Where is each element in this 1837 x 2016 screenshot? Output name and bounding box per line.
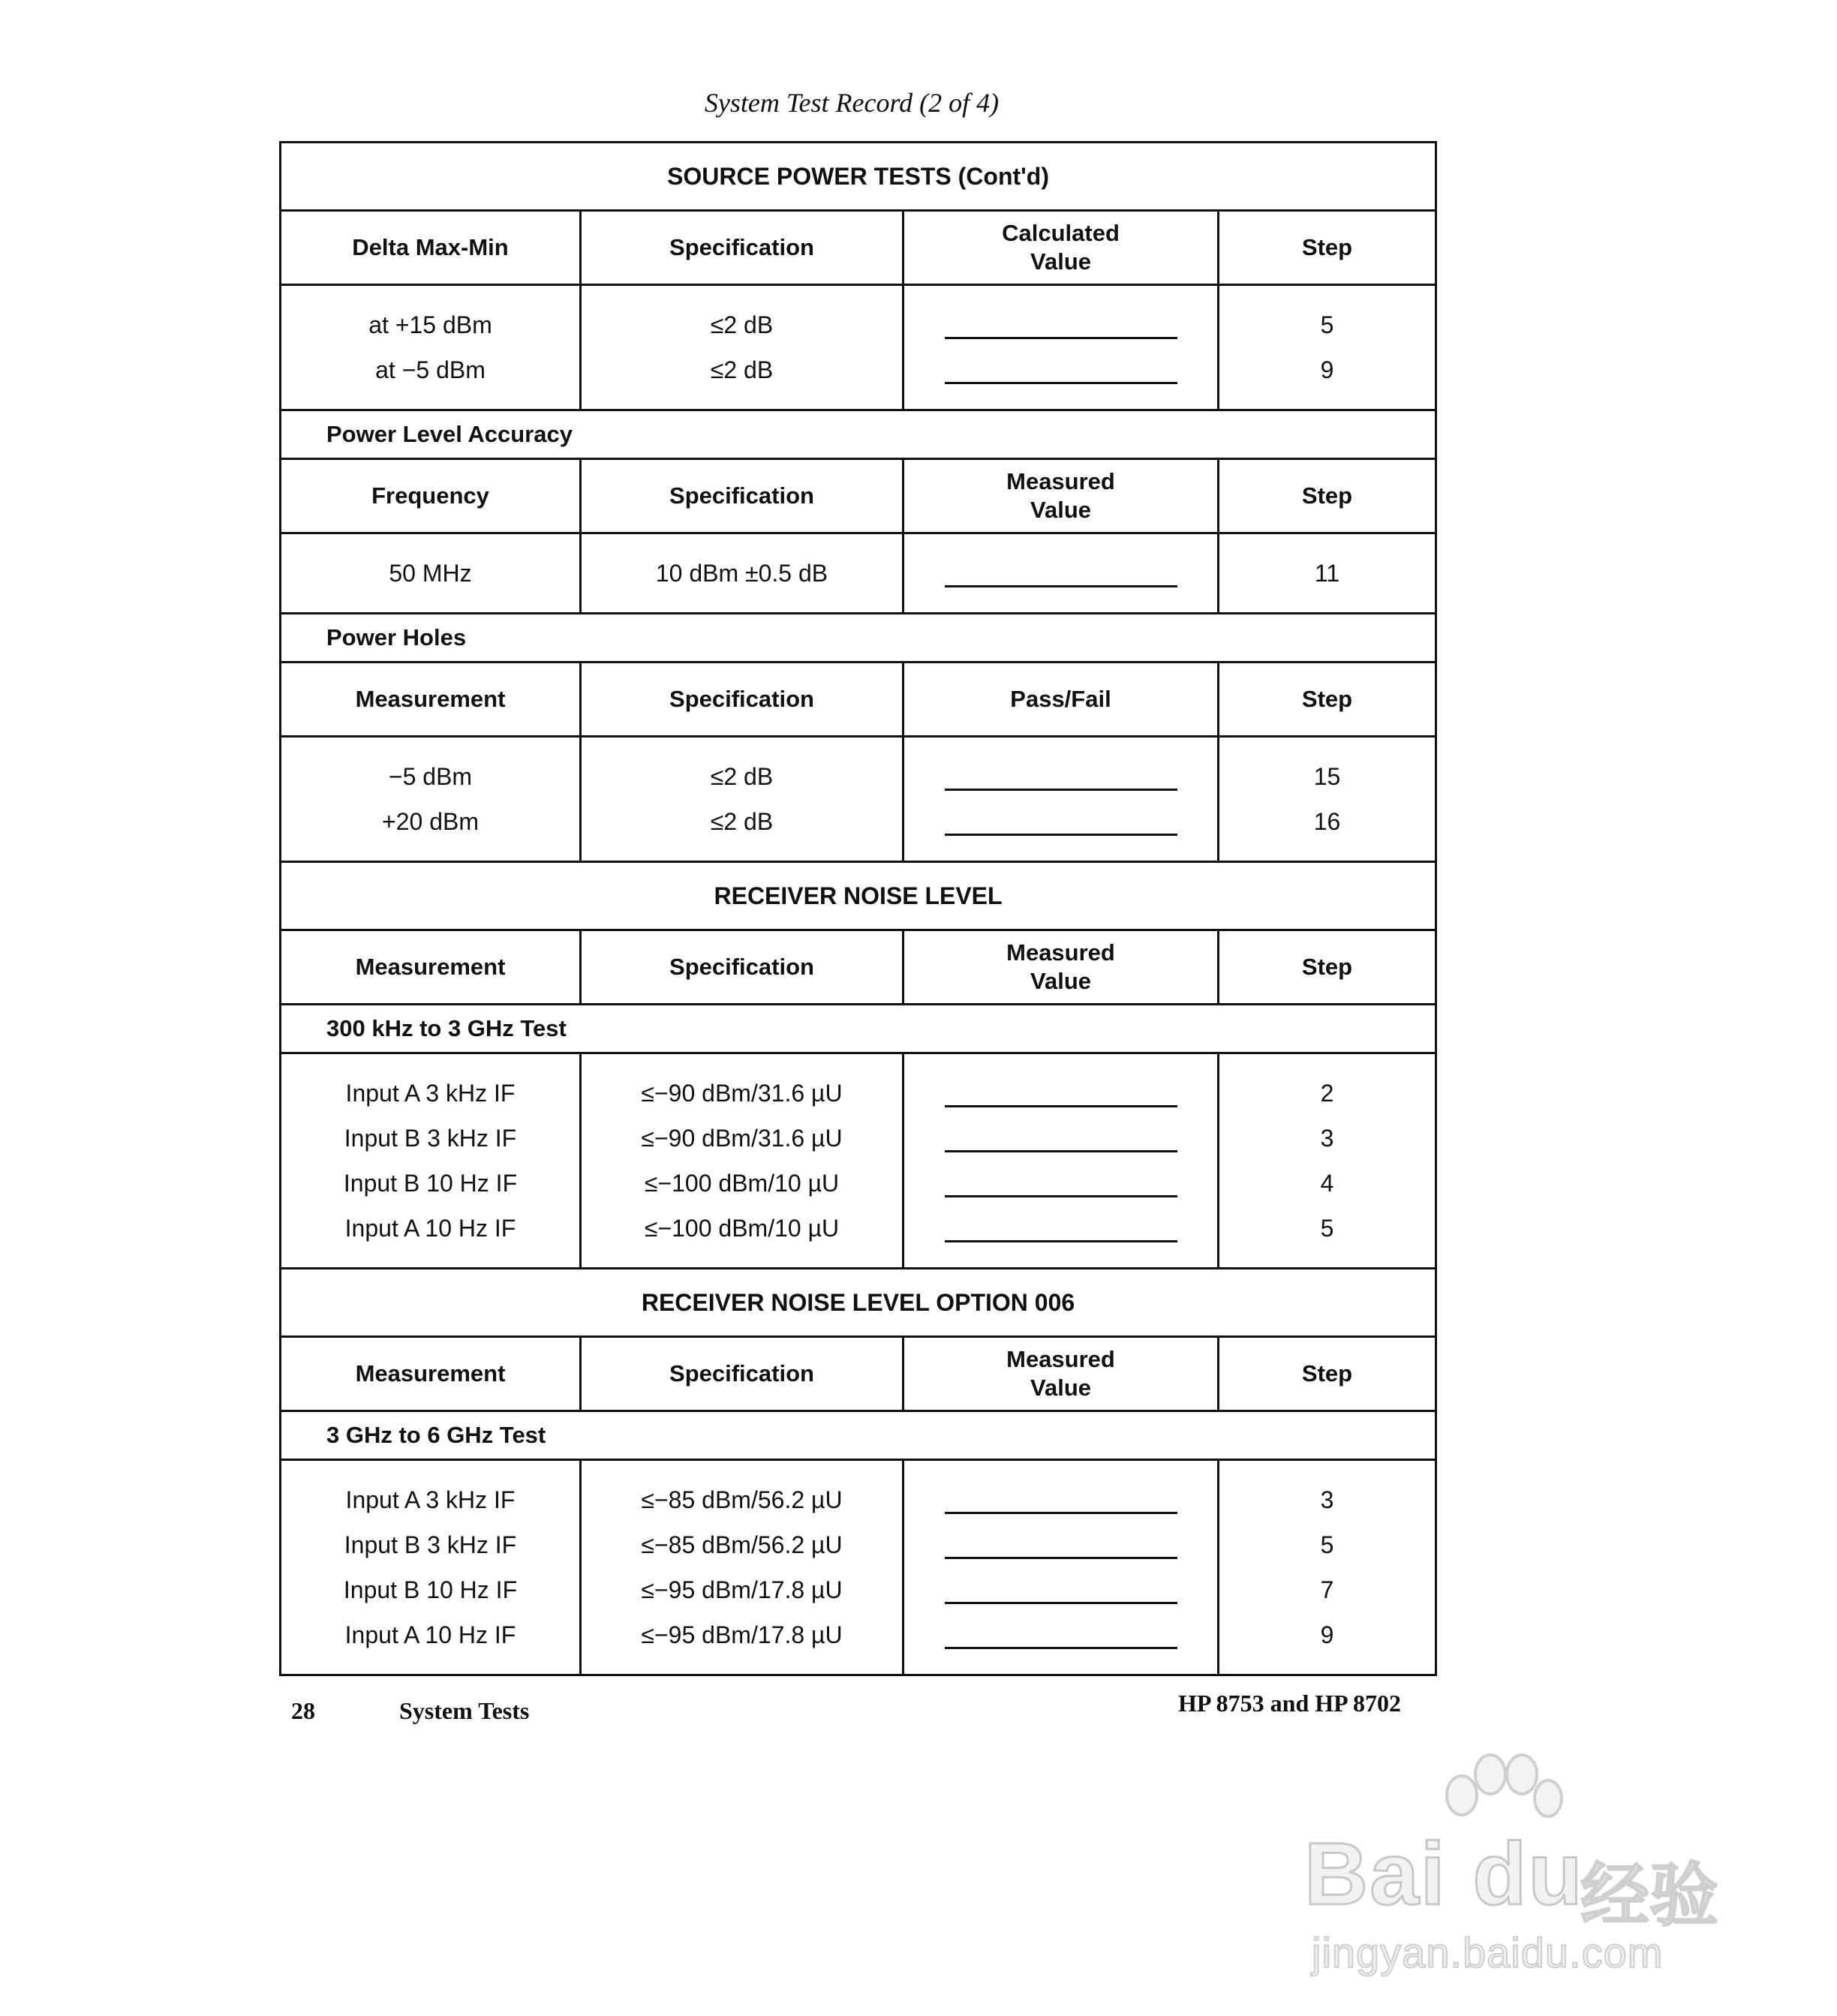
watermark-brand-suffix: 经验 xyxy=(1580,1858,1719,1934)
column-header: Step xyxy=(1219,211,1436,285)
spec-cell xyxy=(581,1053,903,1269)
spec-value: 10 dBm ±0.5 dB xyxy=(655,560,828,587)
spec-cell xyxy=(581,737,903,862)
column-header: Step xyxy=(1219,1337,1436,1411)
column-header: Measurement xyxy=(281,662,581,737)
pass-fail-blank[interactable] xyxy=(945,766,1177,791)
accuracy-data-row xyxy=(281,533,1436,614)
step-value: 5 xyxy=(1320,1215,1334,1242)
spec-value: ≤−85 dBm/56.2 µU xyxy=(641,1486,843,1513)
column-header: Delta Max-Min xyxy=(281,211,581,285)
entry-cell xyxy=(903,533,1219,614)
spec-value: ≤2 dB xyxy=(710,311,774,338)
holes-header-row xyxy=(281,662,1436,737)
item-value: +20 dBm xyxy=(382,808,479,835)
spec-value: ≤2 dB xyxy=(710,808,774,835)
measured-value-blank[interactable] xyxy=(945,1624,1177,1649)
step-value: 3 xyxy=(1320,1486,1334,1513)
page-title: System Test Record (2 of 4) xyxy=(704,88,1000,118)
column-header: Specification xyxy=(581,459,903,533)
power-holes-title: Power Holes xyxy=(281,614,1436,662)
item-value: Input A 10 Hz IF xyxy=(344,1621,516,1648)
step-cell xyxy=(1219,1460,1436,1675)
spec-value: ≤−85 dBm/56.2 µU xyxy=(641,1531,843,1558)
step-cell xyxy=(1219,285,1436,410)
measured-value-blank[interactable] xyxy=(945,1128,1177,1152)
receiver-noise-006-banner: RECEIVER NOISE LEVEL OPTION 006 xyxy=(281,1269,1436,1337)
step-value: 15 xyxy=(1313,763,1341,790)
item-value: Input B 3 kHz IF xyxy=(344,1531,517,1558)
power-level-accuracy-title: Power Level Accuracy xyxy=(281,410,1436,459)
column-header: Specification xyxy=(581,662,903,737)
step-value: 9 xyxy=(1320,1621,1334,1648)
spec-value: ≤2 dB xyxy=(710,356,774,383)
column-header: Step xyxy=(1219,459,1436,533)
footer-product: HP 8753 and HP 8702 xyxy=(1178,1690,1401,1717)
measured-value-blank[interactable] xyxy=(945,1489,1177,1514)
item-value: Input B 3 kHz IF xyxy=(344,1125,517,1152)
measured-value-blank[interactable] xyxy=(945,1579,1177,1604)
power-holes-row xyxy=(281,614,1436,662)
entry-cell xyxy=(903,285,1219,410)
item-value: at +15 dBm xyxy=(368,311,492,338)
step-value: 3 xyxy=(1320,1125,1334,1152)
column-header: Specification xyxy=(581,930,903,1005)
step-cell xyxy=(1219,533,1436,614)
receiver-noise-006-subtitle: 3 GHz to 6 GHz Test xyxy=(281,1411,1436,1460)
step-cell xyxy=(1219,1053,1436,1269)
receiver-noise-banner: RECEIVER NOISE LEVEL xyxy=(281,862,1436,930)
spec-value: ≤−95 dBm/17.8 µU xyxy=(641,1621,843,1648)
entry-cell xyxy=(903,1053,1219,1269)
calculated-value-blank[interactable] xyxy=(945,314,1177,339)
entry-cell xyxy=(903,737,1219,862)
footer-page-number: 28 xyxy=(291,1697,315,1724)
footer-section: System Tests xyxy=(399,1697,530,1724)
step-value: 16 xyxy=(1313,808,1341,835)
power-level-accuracy-row xyxy=(281,410,1436,459)
measured-value-blank[interactable] xyxy=(945,1083,1177,1107)
step-value: 5 xyxy=(1320,1531,1334,1558)
item-value: at −5 dBm xyxy=(375,356,486,383)
item-value: Input B 10 Hz IF xyxy=(343,1170,518,1197)
entry-cell xyxy=(903,1460,1219,1675)
step-value: 4 xyxy=(1320,1170,1334,1197)
calculated-value-blank[interactable] xyxy=(945,359,1177,384)
spec-cell xyxy=(581,1460,903,1675)
step-value: 7 xyxy=(1320,1576,1334,1603)
item-value: 50 MHz xyxy=(389,560,472,587)
item-cell xyxy=(281,1460,581,1675)
column-header: Measurement xyxy=(281,930,581,1005)
spec-value: ≤2 dB xyxy=(710,763,774,790)
spec-value: ≤−90 dBm/31.6 µU xyxy=(641,1080,843,1107)
receiver-noise-006-header-row xyxy=(281,1337,1436,1411)
column-header: Specification xyxy=(581,211,903,285)
delta-data-row xyxy=(281,285,1436,410)
receiver-noise-006-banner-row xyxy=(281,1269,1436,1337)
column-header: Specification xyxy=(581,1337,903,1411)
spec-value: ≤−90 dBm/31.6 µU xyxy=(641,1125,843,1152)
step-value: 11 xyxy=(1314,560,1340,587)
item-cell xyxy=(281,737,581,862)
baidu-watermark xyxy=(1304,1752,1724,1984)
column-header: Measured Value xyxy=(903,930,1219,1005)
item-cell xyxy=(281,533,581,614)
column-header: Pass/Fail xyxy=(903,662,1219,737)
column-header: Frequency xyxy=(281,459,581,533)
source-power-banner: SOURCE POWER TESTS (Cont'd) xyxy=(281,143,1436,211)
step-value: 5 xyxy=(1320,311,1334,338)
item-cell xyxy=(281,1053,581,1269)
watermark-url: jingyan.baidu.com xyxy=(1312,1929,1664,1976)
receiver-noise-banner-row xyxy=(281,862,1436,930)
column-header: Step xyxy=(1219,930,1436,1005)
watermark-brand: Bai du xyxy=(1304,1825,1584,1924)
receiver-noise-data-row xyxy=(281,1053,1436,1269)
pass-fail-blank[interactable] xyxy=(945,811,1177,836)
column-header: Step xyxy=(1219,662,1436,737)
receiver-noise-006-subtitle-row xyxy=(281,1411,1436,1460)
column-header: Calculated Value xyxy=(903,211,1219,285)
delta-header-row xyxy=(281,211,1436,285)
column-header: Measurement xyxy=(281,1337,581,1411)
item-value: Input B 10 Hz IF xyxy=(343,1576,518,1603)
source-power-banner-row xyxy=(281,143,1436,211)
spec-value: ≤−100 dBm/10 µU xyxy=(644,1215,840,1242)
spec-cell xyxy=(581,285,903,410)
column-header: Measured Value xyxy=(903,459,1219,533)
step-value: 9 xyxy=(1320,356,1334,383)
spec-value: ≤−100 dBm/10 µU xyxy=(644,1170,840,1197)
system-test-record-table xyxy=(279,141,1437,1676)
spec-cell xyxy=(581,533,903,614)
receiver-noise-006-data-row xyxy=(281,1460,1436,1675)
column-header: Measured Value xyxy=(903,1337,1219,1411)
measured-value-blank[interactable] xyxy=(945,1534,1177,1559)
spec-value: ≤−95 dBm/17.8 µU xyxy=(641,1576,843,1603)
item-value: −5 dBm xyxy=(388,763,473,790)
item-value: Input A 3 kHz IF xyxy=(345,1080,516,1107)
receiver-noise-subtitle-row xyxy=(281,1005,1436,1053)
holes-data-row xyxy=(281,737,1436,862)
step-cell xyxy=(1219,737,1436,862)
step-value: 2 xyxy=(1320,1080,1334,1107)
measured-value-blank[interactable] xyxy=(945,1173,1177,1197)
item-value: Input A 3 kHz IF xyxy=(345,1486,516,1513)
item-cell xyxy=(281,285,581,410)
item-value: Input A 10 Hz IF xyxy=(344,1215,516,1242)
receiver-noise-header-row xyxy=(281,930,1436,1005)
receiver-noise-subtitle: 300 kHz to 3 GHz Test xyxy=(281,1005,1436,1053)
measured-value-blank[interactable] xyxy=(945,1218,1177,1242)
accuracy-header-row xyxy=(281,459,1436,533)
measured-value-blank[interactable] xyxy=(945,563,1177,587)
